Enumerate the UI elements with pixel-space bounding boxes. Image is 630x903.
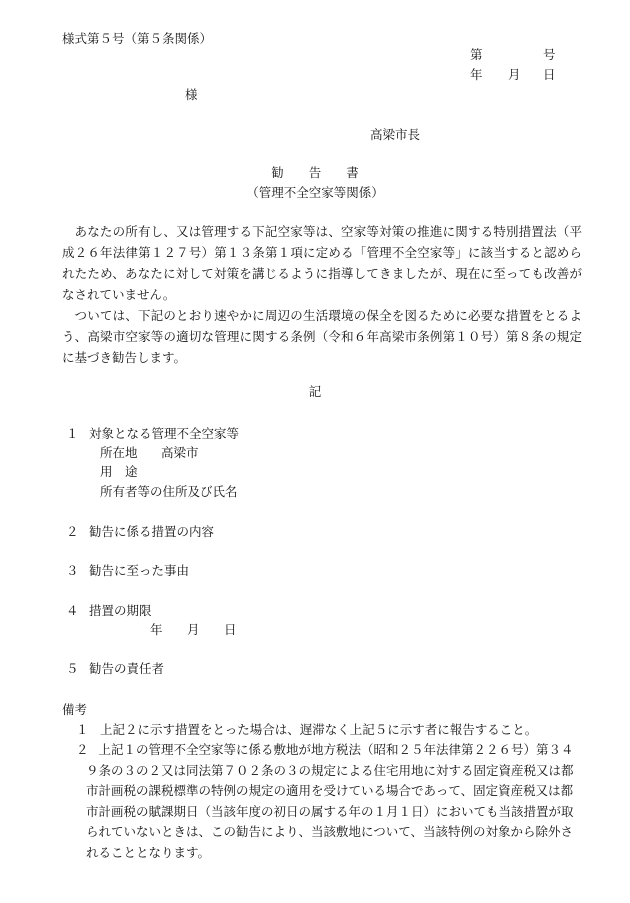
deadline-day: 日 [224,622,237,637]
form-label: 様式第５号（第５条関係） [62,31,213,46]
location-value: 高梁市 [161,445,199,460]
deadline-month: 月 [187,622,200,637]
document-title: 勧 告 書 [271,165,359,180]
item-1-label: 対象となる管理不全空家等 [89,426,240,441]
item-3-label: 勧告に至った事由 [89,563,190,578]
remarks-heading: 備考 [62,702,88,717]
doc-number-suffix: 号 [543,47,556,62]
remark-2-number: ２ [76,742,89,757]
item-5-number: ５ [66,661,79,676]
use-label: 用 途 [100,464,138,479]
ki-heading: 記 [308,384,322,399]
item-4-label: 措置の期限 [89,603,152,618]
remark-2-text [86,740,578,863]
recipient-suffix: 様 [185,87,198,102]
item-3-number: ３ [66,563,79,578]
item-1-number: １ [66,426,79,441]
item-4-number: ４ [66,603,79,618]
document-subtitle: （管理不全空家等関係） [246,185,384,200]
remark-1-text: 上記２に示す措置をとった場合は、遅滞なく上記５に示す者に報告すること。 [100,722,538,737]
item-2-label: 勧告に係る措置の内容 [89,524,215,539]
remark-1-number: １ [76,722,89,737]
remark-2-body: 上記１の管理不全空家等に係る敷地が地方税法（昭和２５年法律第２２６号）第３４９条の３の２又は同法第７０２条の３の規定による住宅用地に対する固定資産税又は都市計画税の課税標準の特例の規定の適用を受けている場合であって、固定資産税又は都市計画税の賦課期日（当該年度の初日の属する年の１月１日）においても当該措置が取られていないときは、この勧告により、当該敷地について、当該特例の対象から除外されることとなります。 [86,742,574,860]
body-paragraph-2: ついては、下記のとおり速やかに周辺の生活環境の保全を図るために必要な措置をとるよう、高梁市空家等の適切な管理に関する条例（令和６年高梁市条例第１０号）第８条の規定に基づき勧告します。 [62,308,582,365]
item-5-label: 勧告の責任者 [89,661,165,676]
issuer: 高梁市長 [370,127,421,142]
body-paragraph-1: あなたの所有し、又は管理する下記空家等は、空家等対策の推進に関する特別措置法（平成２６年法律第１２７号）第１３条第１項に定める「管理不全空家等」に該当すると認められたため、あなたに対して対策を講じるように指導してきましたが、現在に至っても改善がなされていません。 [62,224,582,302]
owner-label: 所有者等の住所及び氏名 [100,484,238,499]
location-label: 所在地 [100,445,138,460]
date-day: 日 [543,67,556,82]
item-2-number: ２ [66,524,79,539]
date-year: 年 [470,67,483,82]
deadline-year: 年 [150,622,163,637]
date-month: 月 [508,67,521,82]
doc-number-prefix: 第 [470,47,483,62]
